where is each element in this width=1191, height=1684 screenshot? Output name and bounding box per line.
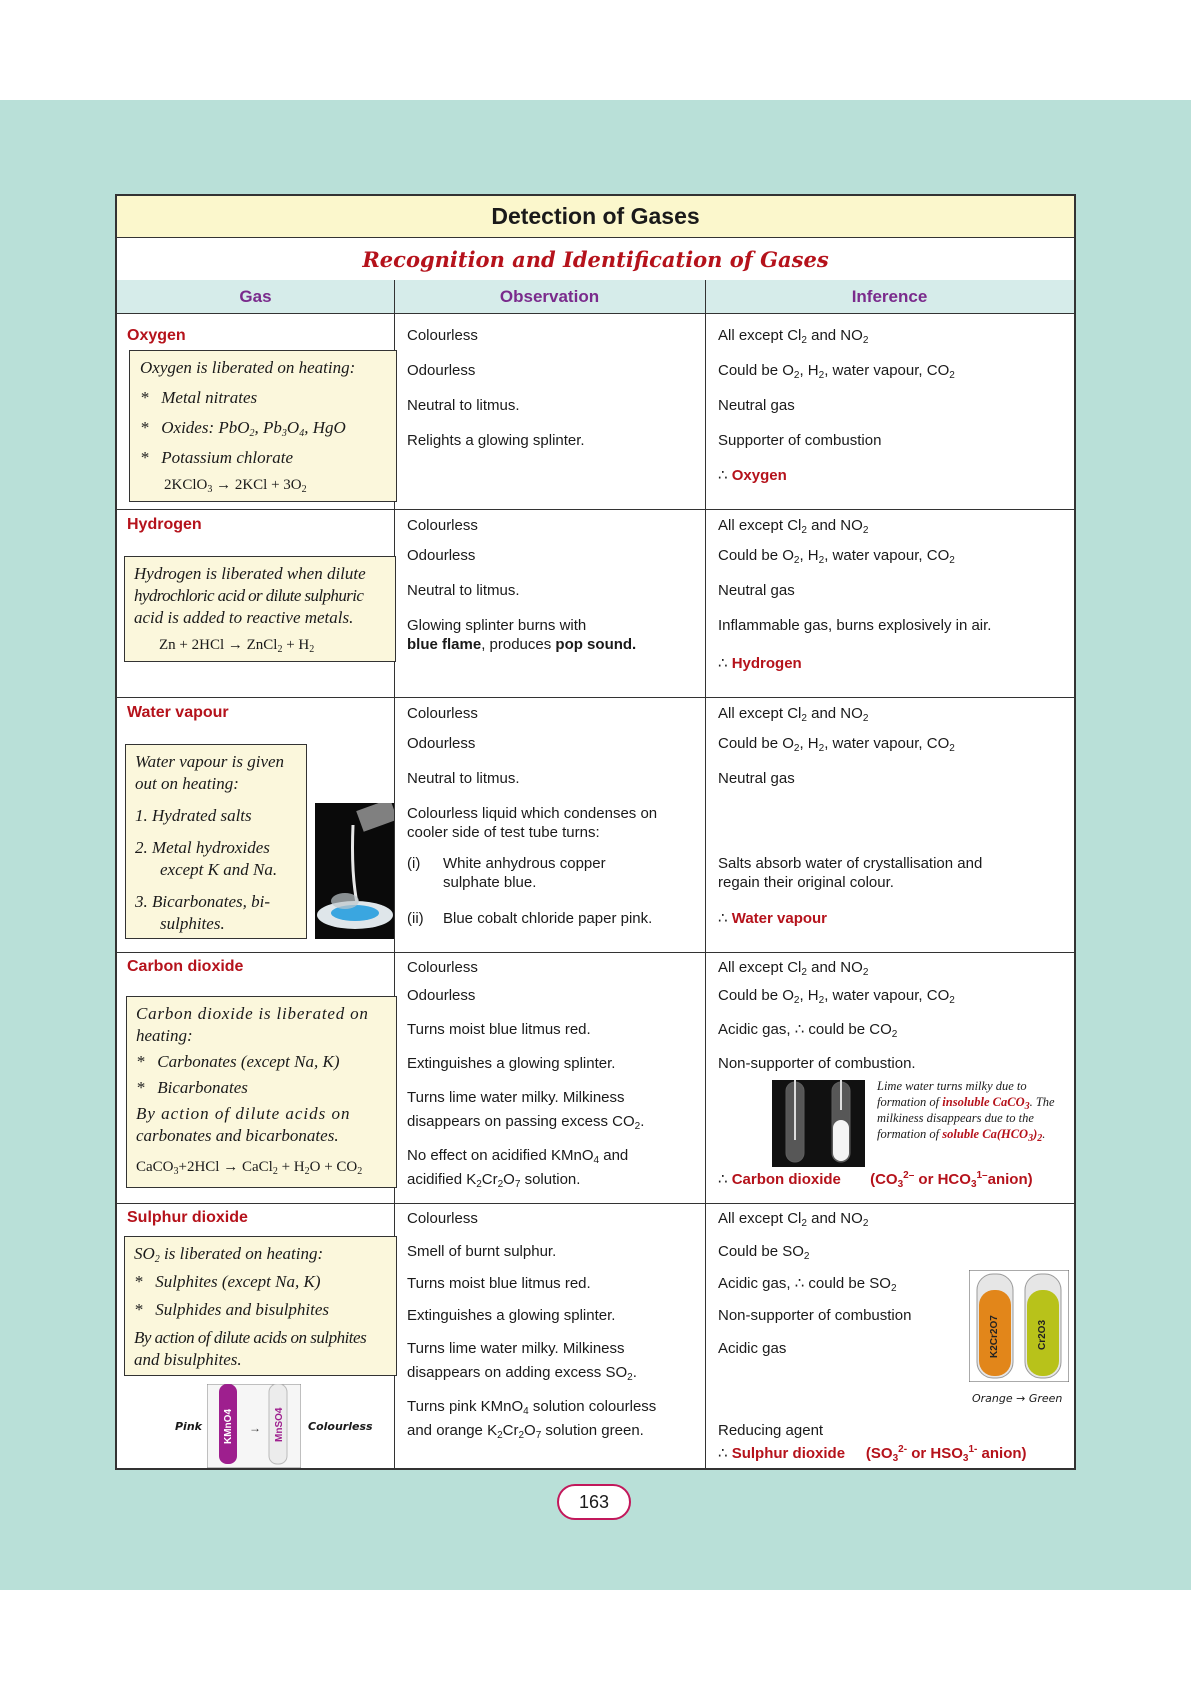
co2-source-box — [126, 996, 397, 1188]
water-obs: Colourless liquid which condenses on — [407, 805, 658, 822]
box-line: sulphites. — [160, 914, 225, 933]
hydrogen-inf: Could be $O_2$, $H_2$, water vapour, $CO_2$ — [718, 547, 955, 566]
dichromate-test-tubes-image — [969, 1270, 1069, 1382]
box-line: out on heating: — [135, 774, 239, 793]
box-bullet: * Metal nitrates — [140, 388, 258, 407]
svg-text:K2Cr2O7: K2Cr2O7 — [989, 1315, 1000, 1358]
box-line: 3. Bicarbonates, bi- — [135, 892, 271, 911]
water-obs: White anhydrous copper — [443, 855, 606, 872]
so2-obs: Turns moist blue litmus red. — [407, 1275, 591, 1292]
oxygen-inf: Neutral gas — [718, 397, 795, 414]
row-divider — [117, 697, 1074, 698]
box-line: Potassium chlorate — [161, 448, 293, 467]
co2-obs: Turns lime water milky. Milkiness — [407, 1089, 625, 1106]
so2-obs: Turns pink KMnO$_4$ solution colourless — [407, 1398, 657, 1417]
box-line: except K and Na. — [160, 860, 278, 879]
box-line: Water vapour is given — [135, 752, 285, 771]
lime-water-test-tubes-image — [772, 1080, 865, 1167]
box-bullet: * Oxides: PbO$_2$, $Pb_3O_4$, HgO — [140, 418, 346, 439]
svg-text:KMnO4: KMnO4 — [223, 1409, 234, 1444]
box-line: acid is added to reactive metals. — [134, 608, 354, 627]
water-inf: Salts absorb water of crystallisation and — [718, 855, 983, 872]
water-conclusion: ∴ Water vapour — [718, 910, 828, 927]
oxygen-equation: 2KClO$_3$ → $2KCl + 3O_2$ — [164, 477, 307, 495]
co2-conclusion: ∴ Carbon dioxide ($CO_3^{2-}$ or $HCO_3^{1-}anion$) — [718, 1170, 1033, 1190]
water-obs: Blue cobalt chloride paper pink. — [443, 910, 653, 927]
co2-obs: Extinguishes a glowing splinter. — [407, 1055, 616, 1072]
so2-inf: Could be $SO_2$ — [718, 1243, 810, 1262]
water-obs: (i) — [407, 855, 421, 872]
oxygen-inf: Could be $O_2$, $H_2$, water vapour, $CO_2$ — [718, 362, 955, 381]
co2-obs: Turns moist blue litmus red. — [407, 1021, 591, 1038]
hydrogen-obs: blue flame, produces pop sound. — [407, 636, 637, 653]
oxygen-inf: Supporter of combustion — [718, 432, 882, 449]
oxygen-obs: Colourless — [407, 327, 478, 344]
column-divider — [705, 280, 706, 1470]
so2-obs: disappears on adding excess $SO_2$. — [407, 1364, 637, 1383]
svg-text:MnSO4: MnSO4 — [274, 1407, 285, 1442]
so2-obs: Colourless — [407, 1210, 478, 1227]
hydrogen-obs: Colourless — [407, 517, 478, 534]
hydrogen-obs: Odourless — [407, 547, 476, 564]
co2-obs: acidified $K_2Cr_2O_7$ solution. — [407, 1171, 581, 1190]
oxygen-obs: Relights a glowing splinter. — [407, 432, 585, 449]
so2-inf: Reducing agent — [718, 1422, 824, 1439]
co2-obs: Odourless — [407, 987, 476, 1004]
so2-inf: Acidic gas, ∴ could be $SO_2$ — [718, 1275, 897, 1294]
co2-equation: CaCO$_3$+2HCl → CaCl$_2$ + $H_2O + CO_2$ — [136, 1159, 363, 1177]
box-line: Hydrogen is liberated when dilute — [134, 564, 366, 583]
co2-inf: Could be $O_2$, $H_2$, water vapour, $CO_2$ — [718, 987, 955, 1006]
water-inf: regain their original colour. — [718, 874, 894, 891]
hydrogen-equation: Zn + 2HCl → ZnCl$_2$ + $H_2$ — [159, 637, 315, 655]
box-line: $SO_2$ is liberated on heating: — [134, 1244, 324, 1265]
so2-conclusion: ∴ Sulphur dioxide ($SO_3^{2-}$ or $HSO_3^{1-}$ anion) — [718, 1444, 1027, 1464]
co2-obs: disappears on passing excess $CO_2$. — [407, 1113, 645, 1132]
box-line: heating: — [136, 1026, 193, 1045]
hydrogen-inf: Inflammable gas, burns explosively in air. — [718, 617, 992, 634]
oxygen-source-box — [129, 350, 397, 502]
water-obs: Neutral to litmus. — [407, 770, 520, 787]
hydrogen-inf: Neutral gas — [718, 582, 795, 599]
box-bullet: * Bicarbonates — [136, 1078, 248, 1097]
box-line: By action of dilute acids on sulphites — [134, 1328, 367, 1347]
co2-obs: No effect on acidified KMnO$_4$ and — [407, 1147, 629, 1166]
orange-green-label: Orange → Green — [972, 1392, 1063, 1405]
hydrogen-source-box — [124, 556, 396, 662]
gas-name-sulphur-dioxide: Sulphur dioxide — [127, 1209, 248, 1226]
oxygen-inf: All except $Cl_2$ and $NO_2$ — [718, 327, 869, 346]
box-bullet: * Sulphites (except Na, K) — [134, 1272, 321, 1291]
so2-obs: Smell of burnt sulphur. — [407, 1243, 557, 1260]
header-gas: Gas — [117, 280, 394, 314]
header-observation: Observation — [394, 280, 705, 314]
oxygen-conclusion: ∴ Oxygen — [718, 467, 787, 484]
water-inf: All except $Cl_2$ and $NO_2$ — [718, 705, 869, 724]
box-line: and bisulphites. — [134, 1350, 242, 1369]
hydrogen-inf: All except $Cl_2$ and $NO_2$ — [718, 517, 869, 536]
gas-name-water-vapour: Water vapour — [127, 704, 229, 721]
box-line: carbonates and bicarbonates. — [136, 1126, 339, 1145]
so2-obs: Extinguishes a glowing splinter. — [407, 1307, 616, 1324]
water-obs: sulphate blue. — [443, 874, 537, 891]
gas-name-oxygen: Oxygen — [127, 327, 186, 344]
page-title: Detection of Gases — [117, 196, 1074, 238]
svg-text:Cr2O3: Cr2O3 — [1037, 1319, 1048, 1350]
oxygen-obs: Neutral to litmus. — [407, 397, 520, 414]
water-condensing-image — [315, 803, 394, 939]
water-source-box — [125, 744, 307, 939]
water-obs: cooler side of test tube turns: — [407, 824, 600, 841]
box-line: 1. Hydrated salts — [135, 806, 252, 825]
co2-inf: Acidic gas, ∴ could be $CO_2$ — [718, 1021, 898, 1040]
co2-inf: Non-supporter of combustion. — [718, 1055, 916, 1072]
so2-inf: Acidic gas — [718, 1340, 787, 1357]
co2-inf: All except $Cl_2$ and $NO_2$ — [718, 959, 869, 978]
table-subtitle: Recognition and Identification of Gases — [117, 238, 1074, 281]
page-number: 163 — [557, 1484, 631, 1520]
gas-detection-table — [115, 194, 1076, 1470]
svg-text:→: → — [249, 1421, 261, 1435]
row-divider — [117, 509, 1074, 510]
box-line: Metal nitrates — [161, 388, 258, 407]
so2-inf: Non-supporter of combustion — [718, 1307, 912, 1324]
kmno4-mnso4-test-tubes-image — [207, 1384, 301, 1468]
co2-side-note: Lime water turns milky due to formation of insoluble CaCO$_3$. The milkiness disappears due to the formation of soluble $Ca(HCO_3)_2$. — [877, 1079, 1055, 1144]
hydrogen-obs: Neutral to litmus. — [407, 582, 520, 599]
so2-obs: Turns lime water milky. Milkiness — [407, 1340, 625, 1357]
hydrogen-obs: Glowing splinter burns with — [407, 617, 587, 634]
row-divider — [117, 952, 1074, 953]
box-bullet: * Carbonates (except Na, K) — [136, 1052, 340, 1071]
box-line: hydrochloric acid or dilute sulphuric — [134, 586, 364, 605]
box-line: Oxygen is liberated on heating: — [140, 358, 356, 377]
pink-label: Pink — [175, 1420, 202, 1433]
water-obs: Odourless — [407, 735, 476, 752]
water-inf: Could be $O_2$, $H_2$, water vapour, $CO_2$ — [718, 735, 955, 754]
box-line: 2. Metal hydroxides — [135, 838, 270, 857]
colourless-label: Colourless — [308, 1420, 373, 1433]
water-inf: Neutral gas — [718, 770, 795, 787]
box-bullet: * Potassium chlorate — [140, 448, 293, 467]
water-obs: (ii) — [407, 910, 424, 927]
hydrogen-conclusion: ∴ Hydrogen — [718, 655, 802, 672]
header-inference: Inference — [705, 280, 1074, 314]
oxygen-obs: Odourless — [407, 362, 476, 379]
box-line: Carbon dioxide is liberated on — [136, 1004, 369, 1023]
gas-name-hydrogen: Hydrogen — [127, 516, 202, 533]
water-obs: Colourless — [407, 705, 478, 722]
box-bullet: * Sulphides and bisulphites — [134, 1300, 330, 1319]
co2-obs: Colourless — [407, 959, 478, 976]
gas-name-carbon-dioxide: Carbon dioxide — [127, 958, 244, 975]
so2-inf: All except $Cl_2$ and $NO_2$ — [718, 1210, 869, 1229]
box-line: By action of dilute acids on — [136, 1104, 351, 1123]
so2-obs: and orange $K_2Cr_2O_7$ solution green. — [407, 1422, 644, 1441]
so2-source-box — [124, 1236, 397, 1376]
row-divider — [117, 1203, 1074, 1204]
